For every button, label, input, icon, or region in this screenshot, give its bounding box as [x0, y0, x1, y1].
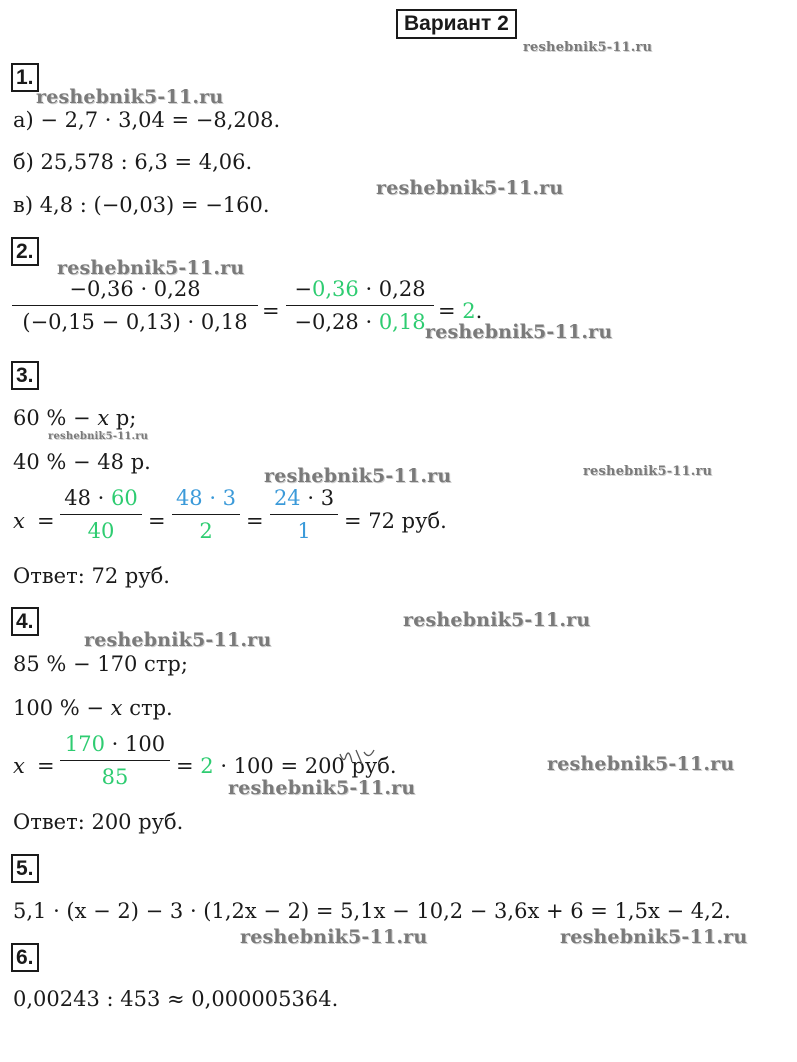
- task-5-number: 5.: [11, 854, 39, 883]
- fraction-bar: [270, 514, 338, 515]
- task-2-fraction-1-denominator: (−0,15 − 0,13) · 0,18: [22, 310, 248, 334]
- task-3-equals-3: =: [246, 509, 264, 533]
- task-3-number: 3.: [11, 361, 39, 390]
- fraction-bar: [172, 514, 240, 515]
- watermark: reshebnik5-11.ru: [403, 609, 591, 631]
- task-2-equals-1: =: [262, 299, 280, 323]
- task-3-line-2: 40 % − 48 р.: [13, 450, 151, 474]
- task-4-number: 4.: [11, 607, 39, 636]
- task-1-line-a: а) − 2,7 · 3,04 = −8,208.: [13, 108, 281, 132]
- watermark: reshebnik5-11.ru: [264, 465, 452, 487]
- task-4-line-2: 100 % − x стр.: [13, 696, 173, 720]
- watermark: reshebnik5-11.ru: [547, 753, 735, 775]
- task-5-line: 5,1 · (x − 2) − 3 · (1,2x − 2) = 5,1x − 10,2 − 3,6x + 6 = 1,5x − 4,2.: [13, 899, 731, 923]
- task-1-number: 1.: [11, 63, 39, 92]
- watermark: reshebnik5-11.ru: [560, 926, 748, 948]
- task-3-line-1: 60 % − x р;: [13, 406, 137, 430]
- task-3-fraction-3: 24 · 3 1: [270, 485, 338, 544]
- task-1-line-b: б) 25,578 : 6,3 = 4,06.: [13, 150, 253, 174]
- fraction-bar: [286, 305, 434, 306]
- watermark: reshebnik5-11.ru: [228, 777, 416, 799]
- task-3-x: x: [13, 509, 25, 533]
- watermark: reshebnik5-11.ru: [57, 257, 245, 279]
- task-2-fraction-2-numerator: −0,36 · 0,28: [294, 277, 426, 301]
- fraction-bar: [12, 305, 258, 306]
- task-4-fraction: 170 · 100 85: [60, 731, 170, 790]
- watermark: reshebnik5-11.ru: [84, 629, 272, 651]
- task-4-answer: Ответ: 200 руб.: [13, 810, 184, 834]
- pencil-scribble: [312, 746, 382, 776]
- task-4-line-1: 85 % − 170 стр;: [13, 652, 188, 676]
- task-3-answer: Ответ: 72 руб.: [13, 564, 170, 588]
- variant-label: Вариант 2: [396, 9, 517, 39]
- fraction-bar: [60, 514, 142, 515]
- fraction-bar: [60, 760, 170, 761]
- watermark: reshebnik5-11.ru: [36, 86, 224, 108]
- watermark: reshebnik5-11.ru: [376, 177, 564, 199]
- task-3-equals: =: [37, 509, 55, 533]
- task-4-x: x: [13, 754, 25, 778]
- watermark: reshebnik5-11.ru: [583, 464, 713, 479]
- task-2-fraction-2: [286, 276, 434, 335]
- task-3-fraction-1: 48 · 60 40: [60, 485, 142, 544]
- task-2-fraction-2-denominator: −0,28 · 0,18: [294, 310, 426, 334]
- task-3-equals-2: =: [148, 509, 166, 533]
- task-4-result: = 2 · 100 = 200 руб.: [176, 754, 397, 778]
- watermark: reshebnik5-11.ru: [425, 321, 613, 343]
- task-1-line-c: в) 4,8 : (−0,03) = −160.: [13, 193, 270, 217]
- task-6-number: 6.: [11, 943, 39, 972]
- task-2-fraction-1: [12, 276, 258, 335]
- task-2-fraction-1-numerator: −0,36 · 0,28: [69, 277, 201, 301]
- task-2-number: 2.: [11, 237, 39, 266]
- task-3-result: = 72 руб.: [344, 509, 447, 533]
- watermark: reshebnik5-11.ru: [240, 926, 428, 948]
- task-6-line: 0,00243 : 453 ≈ 0,000005364.: [13, 987, 339, 1011]
- watermark: reshebnik5-11.ru: [48, 431, 149, 442]
- task-2-result: = 2.: [438, 299, 483, 323]
- watermark: reshebnik5-11.ru: [523, 40, 653, 55]
- task-4-equals: =: [37, 754, 55, 778]
- task-3-fraction-2: 48 · 3 2: [172, 485, 240, 544]
